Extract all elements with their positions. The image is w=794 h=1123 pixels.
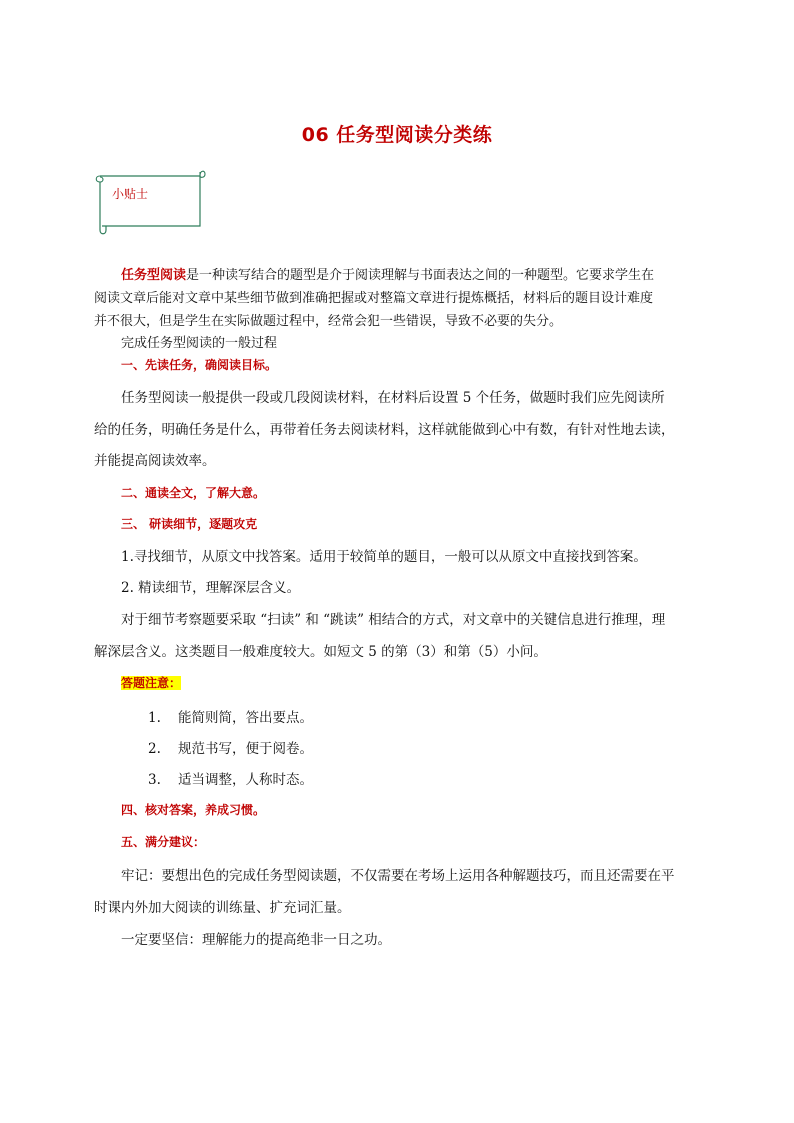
note-number: 2. (148, 741, 161, 757)
intro-line-1 (121, 264, 654, 283)
step5-line-3: 一定要坚信：理解能力的提高绝非一日之功。 (121, 932, 391, 948)
step1-line-3: 并能提高阅读效率。 (94, 453, 216, 469)
step1-line-1: 任务型阅读一般提供一段或几段阅读材料，在材料后设置 5 个任务，做题时我们应先阅读所 (121, 390, 665, 406)
note-number: 1. (148, 710, 161, 726)
intro-line-3: 并不很大，但是学生在实际做题过程中，经常会犯一些错误，导致不必要的失分。 (94, 314, 563, 329)
step3-item-2: 2. 精读细节，理解深层含义。 (121, 580, 301, 596)
tip-label: 小贴士 (112, 187, 149, 201)
note-text: 能简则简，答出要点。 (178, 710, 313, 726)
scroll-frame-icon (92, 168, 208, 236)
step1-line-2: 给的任务，明确任务是什么，再带着任务去阅读材料，这样就能做到心中有数，有针对性地去读， (94, 422, 675, 438)
tip-scroll-banner (92, 168, 208, 236)
step3-line-2: 解深层含义。这类题目一般难度较大。如短文 5 的第（3）和第（5）小问。 (94, 644, 547, 660)
note-item (148, 768, 313, 788)
step2-heading: 二、通读全文，了解大意。 (121, 486, 266, 500)
note-item (148, 706, 313, 726)
step1-heading: 一、先读任务，确阅读目标。 (121, 358, 278, 372)
note-item (148, 737, 313, 757)
step4-heading: 四、核对答案，养成习惯。 (121, 803, 266, 817)
step5-heading: 五、满分建议： (121, 835, 206, 849)
intro-highlight: 任务型阅读 (121, 268, 187, 283)
step3-line-1: 对于细节考察题要采取 “扫读” 和 “跳读” 相结合的方式，对文章中的关键信息进行推理，理 (121, 612, 666, 628)
note-number: 3. (148, 772, 161, 788)
intro-line-4: 完成任务型阅读的一般过程 (121, 336, 278, 351)
step3-heading: 三、 研读细节，逐题攻克 (121, 517, 258, 531)
step3-item-1: 1.寻找细节，从原文中找答案。适用于较简单的题目，一般可以从原文中直接找到答案。 (121, 549, 647, 565)
notes-heading (121, 674, 181, 691)
step5-line-2: 时课内外加大阅读的训练量、扩充词汇量。 (94, 900, 351, 916)
intro-line-2: 阅读文章后能对文章中某些细节做到准确把握或对整篇文章进行提炼概括，材料后的题目设计难度 (94, 291, 654, 306)
note-text: 适当调整，人称时态。 (178, 772, 313, 788)
note-text: 规范书写，便于阅卷。 (178, 741, 313, 757)
intro-line-1-text: 是一种读写结合的题型是介于阅读理解与书面表达之间的一种题型。它要求学生在 (186, 268, 655, 283)
step5-line-1: 牢记：要想出色的完成任务型阅读题，不仅需要在考场上运用各种解题技巧，而且还需要在平 (121, 868, 675, 884)
notes-heading-text: 答题注意： (121, 676, 182, 690)
page-title: 06 任务型阅读分类练 (301, 124, 493, 146)
